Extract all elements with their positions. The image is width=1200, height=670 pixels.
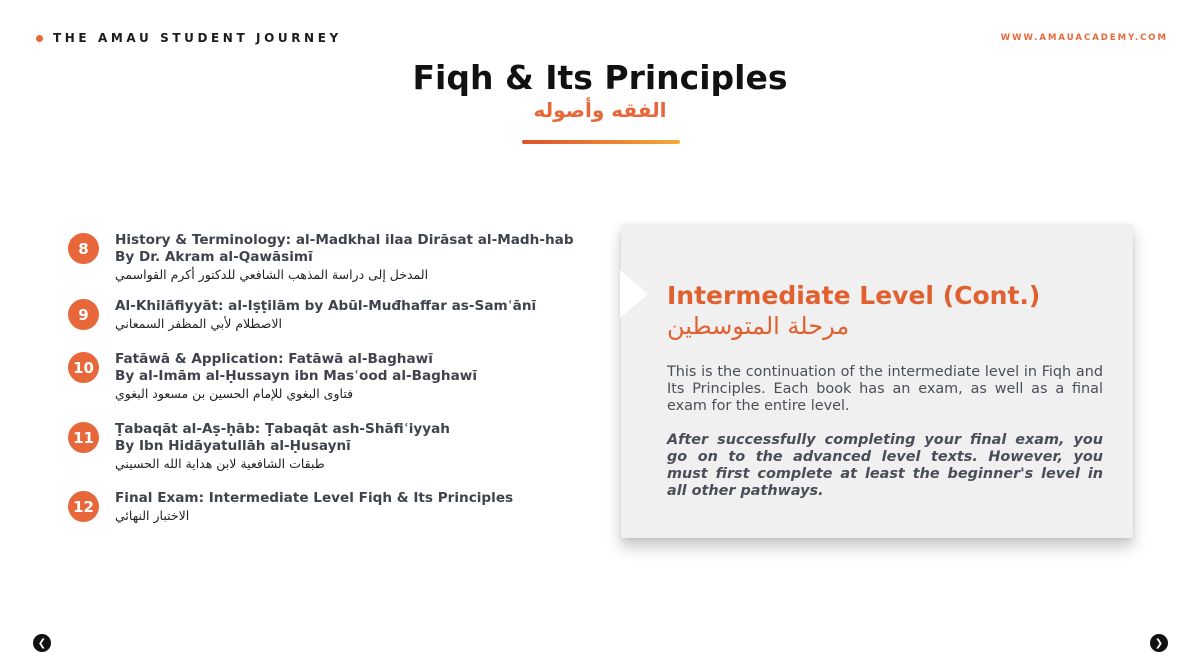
item-arabic: المدخل إلى دراسة المذهب الشافعي للدكتور أكرم القواسمي [115, 267, 429, 282]
item-arabic: الاصطلام لأبي المظفر السمعاني [115, 316, 282, 331]
item-author: By Dr. Akram al-Qawāsimī [115, 249, 313, 265]
item-number-badge: 9 [68, 299, 99, 330]
item-text [115, 490, 513, 525]
item-title: Fatāwā & Application: Fatāwā al-Baghawī [115, 351, 433, 367]
item-title: Final Exam: Intermediate Level Fiqh & Its Principles [115, 490, 514, 506]
item-text [115, 421, 450, 473]
brand-dot-icon [36, 35, 43, 42]
item-number-badge: 12 [68, 491, 99, 522]
item-number-badge: 8 [68, 233, 99, 264]
item-text [115, 351, 477, 403]
card-subtitle-arabic: مرحلة المتوسطين [667, 312, 850, 340]
list-item [68, 232, 574, 284]
card-note: After successfully completing your final exam, you go on to the advanced level texts. However, you must first complete at least the beginner's level in all other pathways. [667, 432, 1103, 499]
page-title: Fiqh & Its Principles [412, 58, 788, 97]
item-title: Ṭabaqāt al-Aṣ-ḥāb: Ṭabaqāt ash-Shāfiʿiyyah [115, 421, 450, 437]
list-item [68, 298, 536, 333]
card-title: Intermediate Level (Cont.) [667, 281, 1041, 310]
item-title: History & Terminology: al-Madkhal ilaa Dirāsat al-Madh-hab [115, 232, 574, 248]
item-arabic: فتاوى البغوي للإمام الحسين بن مسعود البغوي [115, 386, 354, 401]
item-author: By al-Imām al-Ḥussayn ibn Masʿood al-Baghawī [115, 368, 477, 384]
card-pointer-icon [620, 270, 648, 318]
list-item [68, 351, 477, 403]
previous-slide-button[interactable] [33, 634, 51, 652]
item-number-badge: 11 [68, 422, 99, 453]
item-arabic: طبقات الشافعية لابن هداية الله الحسيني [115, 456, 325, 471]
item-arabic: الاختبار النهائي [115, 508, 190, 523]
page-subtitle-arabic: الفقه وأصوله [533, 98, 667, 122]
level-info-card [621, 224, 1133, 538]
list-item [68, 421, 450, 473]
website-link[interactable]: WWW.AMAUACADEMY.COM [1000, 33, 1168, 43]
card-description: This is the continuation of the intermediate level in Fiqh and Its Principles. Each book has an exam, as well as a final exam for the entire level. [667, 364, 1103, 414]
item-author: By Ibn Hidāyatullāh al-Ḥusaynī [115, 438, 351, 454]
title-underline [522, 140, 680, 144]
item-title: Al-Khilāfiyyāt: al-Iṣṭilām by Abūl-Muđhaffar as-Samʿānī [115, 298, 537, 314]
chevron-right-icon: ❯ [1154, 637, 1164, 649]
brand [36, 31, 342, 45]
list-item [68, 490, 513, 525]
item-number-badge: 10 [68, 352, 99, 383]
item-text [115, 232, 574, 284]
item-text [115, 298, 536, 333]
brand-text: THE AMAU STUDENT JOURNEY [53, 31, 342, 45]
next-slide-button[interactable] [1150, 634, 1168, 652]
chevron-left-icon: ❮ [37, 637, 47, 649]
top-bar [0, 0, 1200, 60]
